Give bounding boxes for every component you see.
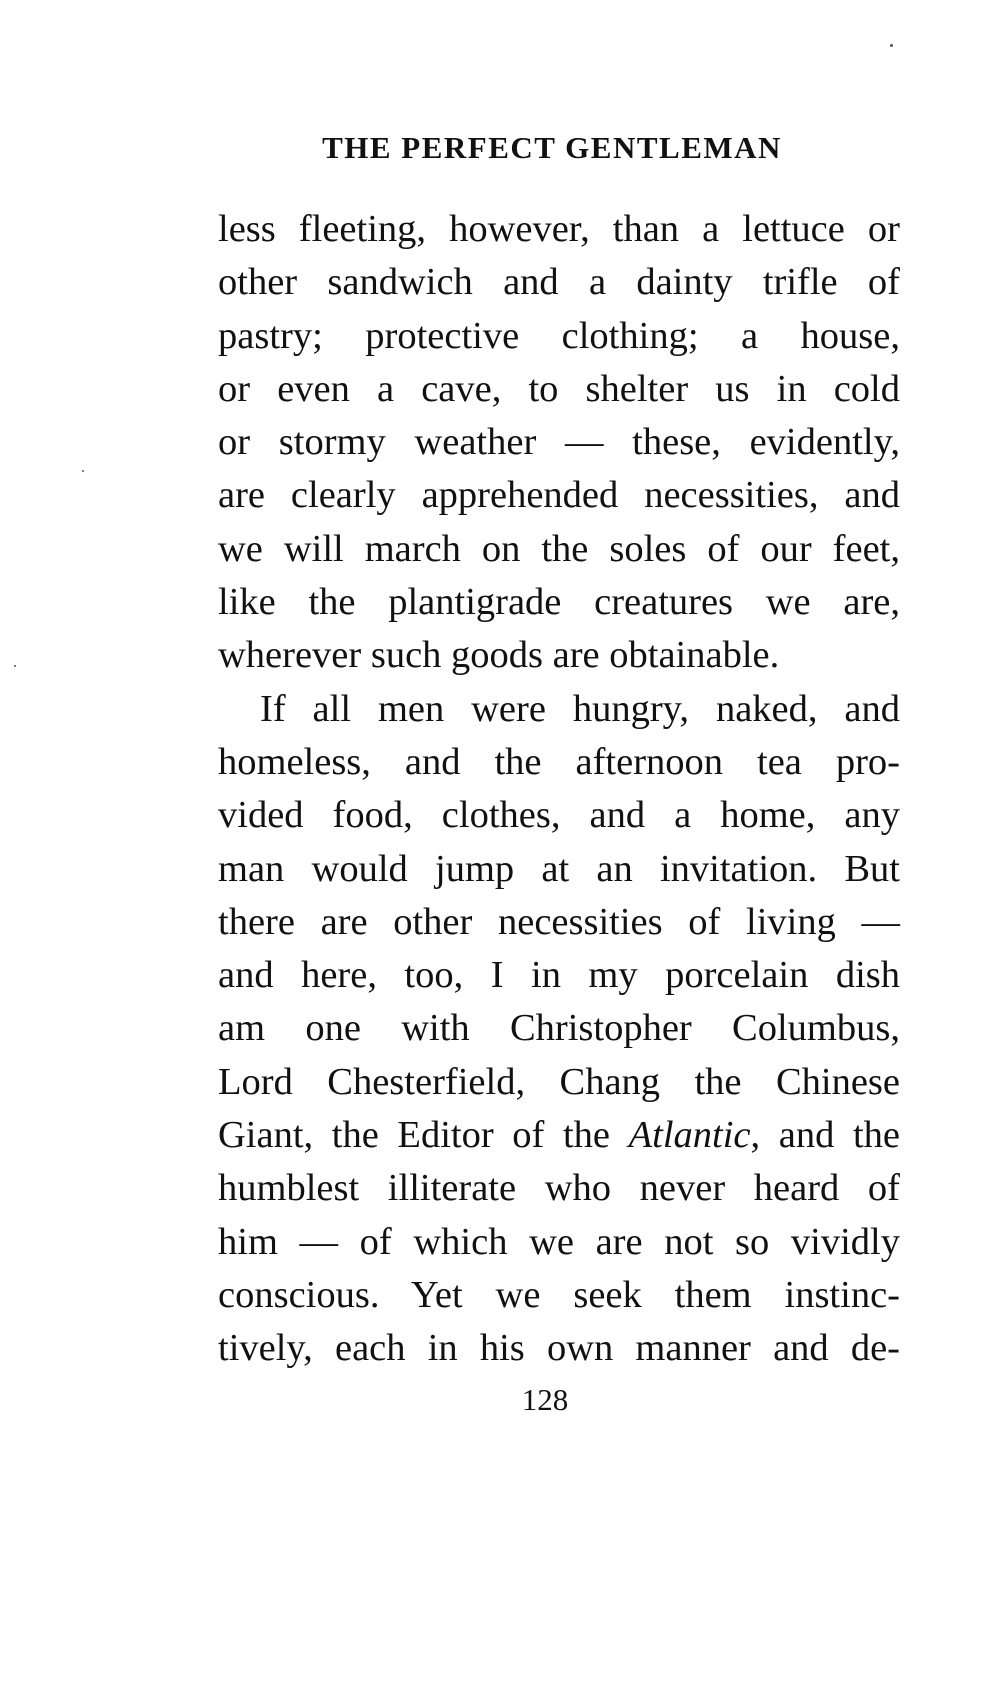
text-line-13: man would jump at an invitation. But: [218, 847, 900, 890]
text-line-8: like the plantigrade creatures we are,: [218, 581, 900, 624]
scan-speck: [82, 470, 84, 472]
text-line-10: If all men were hungry, naked, and: [260, 687, 900, 730]
text-line-9: wherever such goods are obtainable.: [218, 634, 780, 677]
text-line-18: [218, 1109, 900, 1162]
text-line-19: humblest illiterate who never heard of: [218, 1167, 900, 1210]
scan-speck: [14, 665, 16, 667]
text-line-2: other sandwich and a dainty trifle of: [218, 261, 900, 304]
text-line-17: Lord Chesterfield, Chang the Chinese: [218, 1060, 900, 1103]
text-line-16: am one with Christopher Columbus,: [218, 1007, 900, 1050]
text-line-18-before: Giant, the Editor of the: [218, 1114, 629, 1157]
text-line-14: there are other necessities of living —: [218, 900, 900, 943]
text-line-7: we will march on the soles of our feet,: [218, 527, 900, 570]
text-line-22: tively, each in his own manner and de-: [218, 1327, 900, 1370]
text-line-15: and here, too, I in my porcelain dish: [218, 954, 900, 997]
text-line-3: pastry; protective clothing; a house,: [218, 314, 900, 357]
text-line-11: homeless, and the afternoon tea pro-: [218, 740, 900, 783]
running-head: THE PERFECT GENTLEMAN: [322, 130, 782, 165]
scan-speck: [890, 44, 893, 47]
text-line-5: or stormy weather — these, evidently,: [218, 421, 900, 464]
body-text: [218, 203, 900, 1376]
text-line-20: him — of which we are not so vividly: [218, 1220, 900, 1263]
page-number: 128: [521, 1382, 569, 1417]
text-line-12: vided food, clothes, and a home, any: [218, 794, 900, 837]
text-line-21: conscious. Yet we seek them instinc-: [218, 1273, 900, 1316]
atlantic-italic: Atlantic: [628, 1114, 751, 1157]
text-line-6: are clearly apprehended necessities, and: [218, 474, 900, 517]
text-line-4: or even a cave, to shelter us in cold: [218, 367, 900, 410]
text-line-1: less fleeting, however, than a lettuce or: [218, 208, 900, 250]
text-line-18-after: , and the: [750, 1114, 901, 1157]
